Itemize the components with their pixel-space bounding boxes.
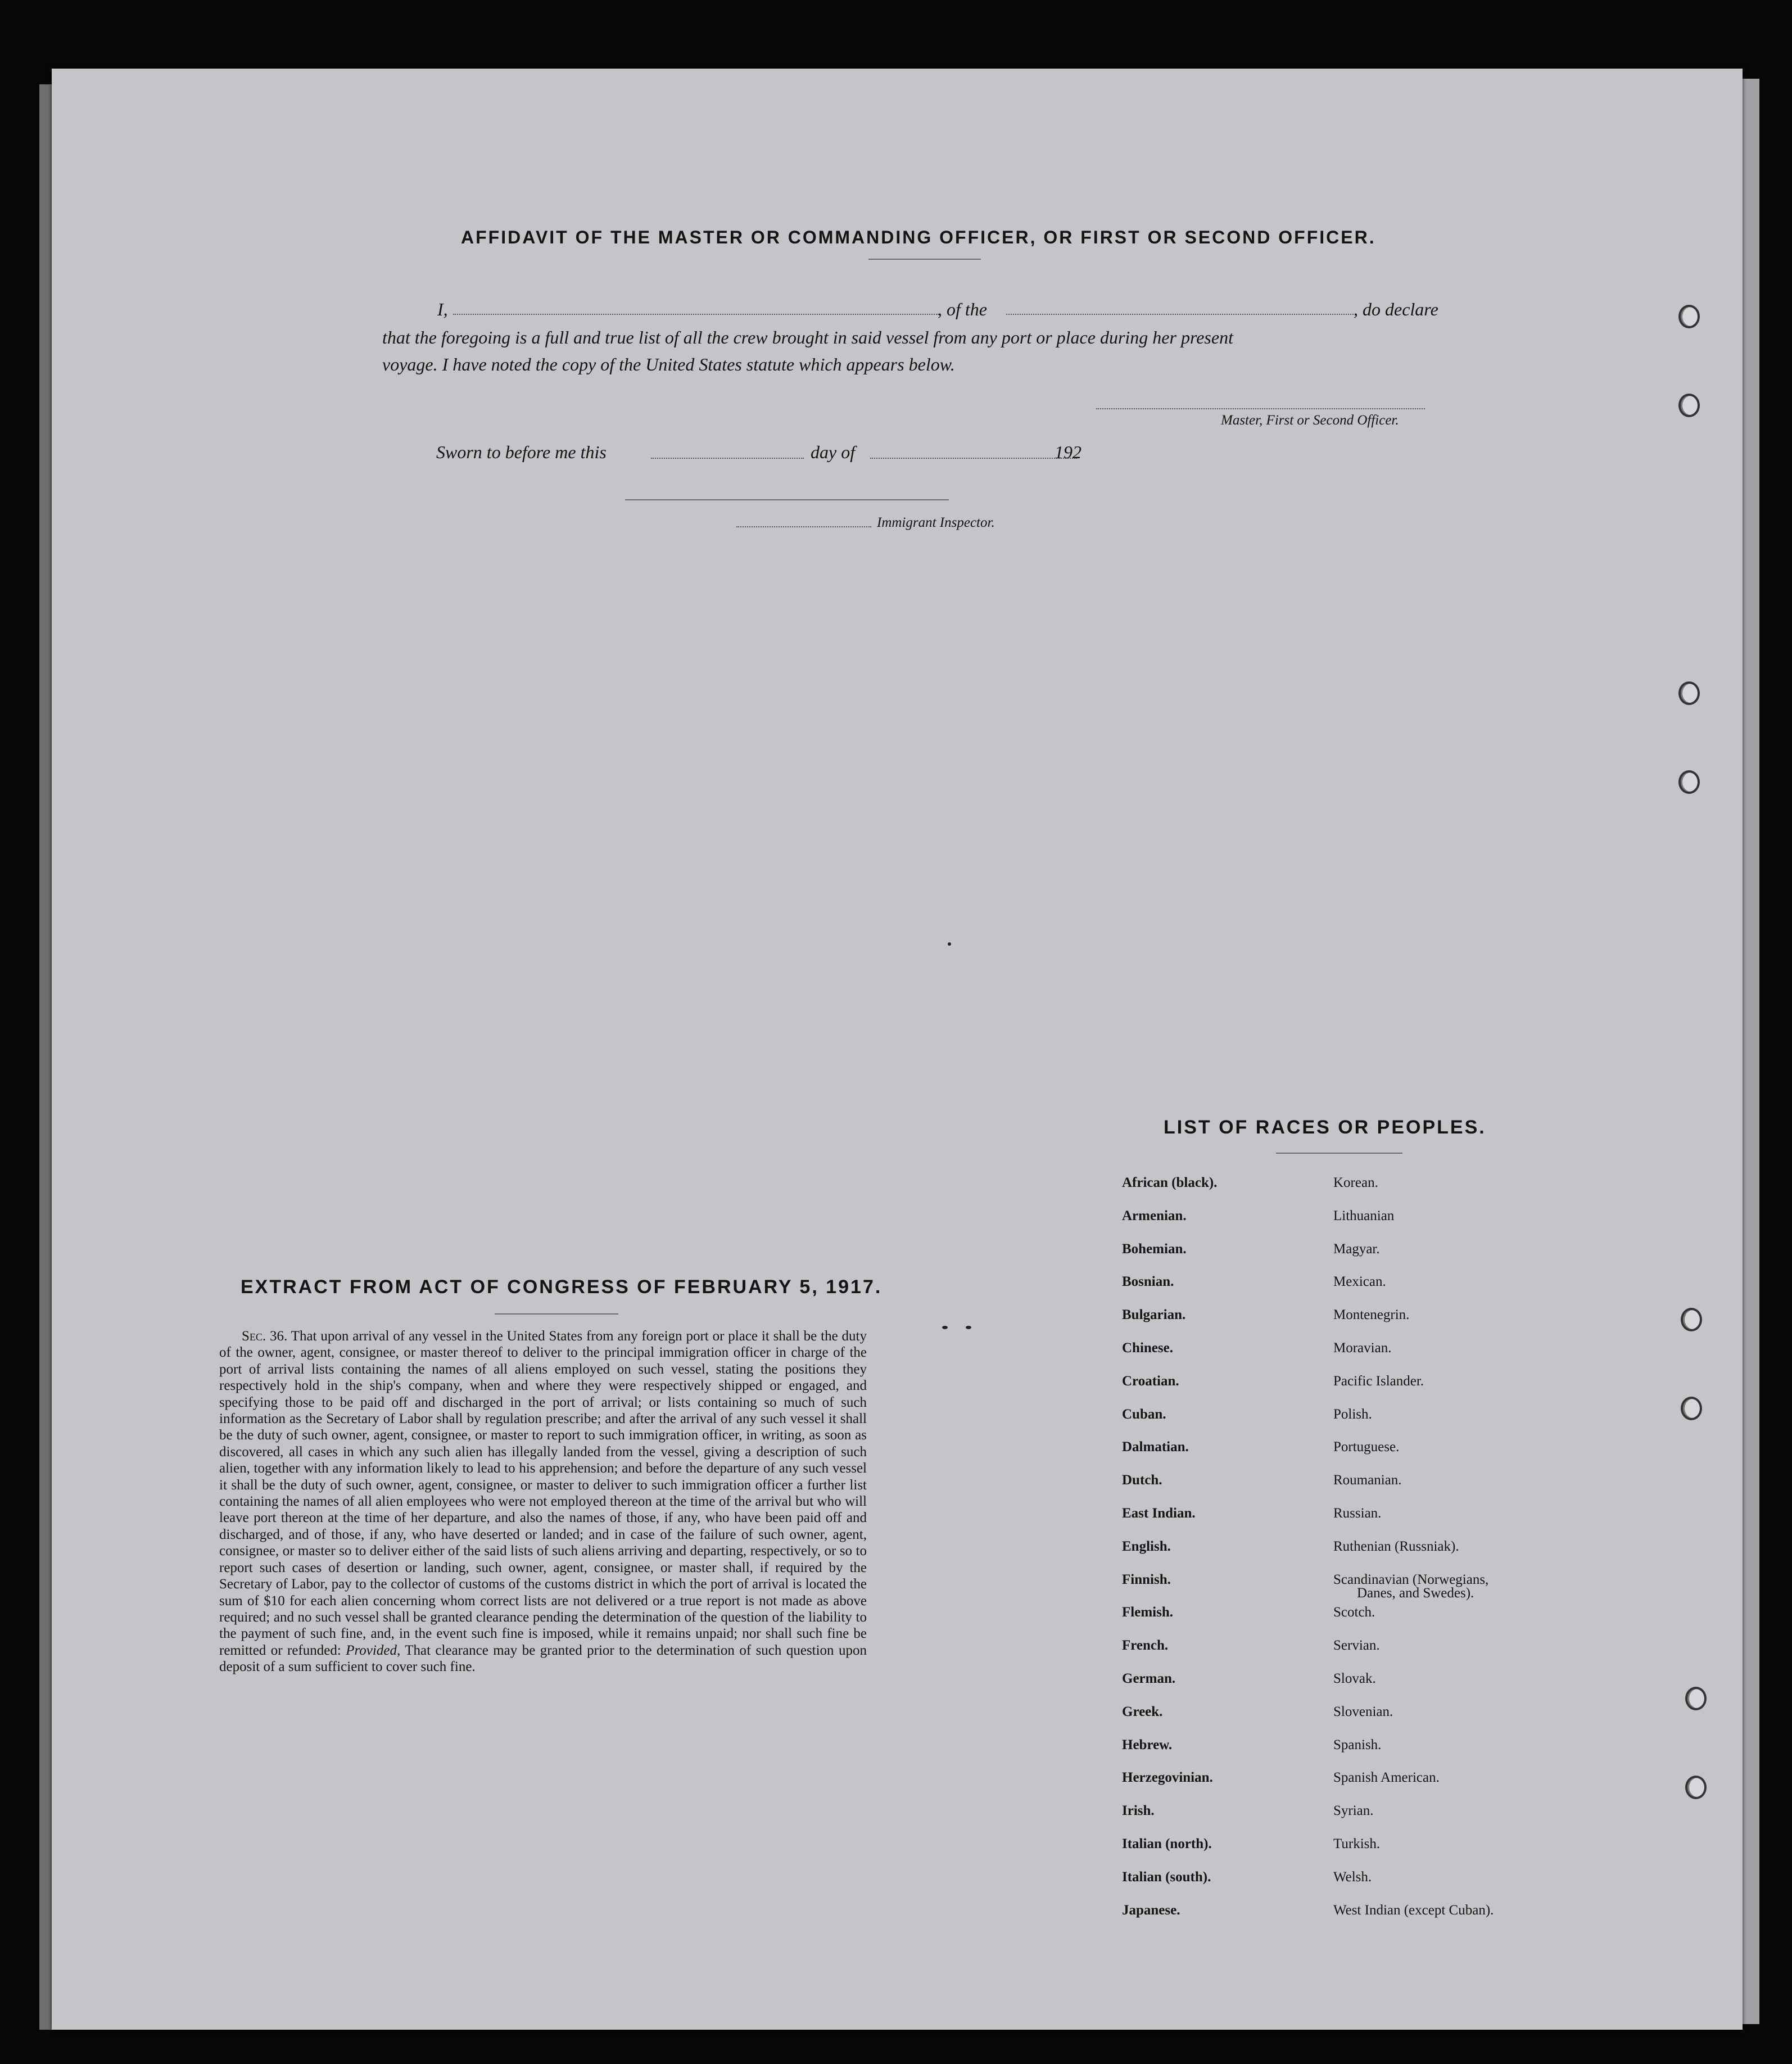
affidavit-of-the-label: , of the — [938, 299, 987, 319]
speck-mark — [942, 1326, 948, 1329]
race-item: Spanish. — [1333, 1737, 1382, 1753]
race-item: Roumanian. — [1333, 1473, 1402, 1488]
speck-mark — [948, 942, 951, 946]
race-item: German. — [1122, 1671, 1176, 1686]
race-item: Magyar. — [1333, 1241, 1380, 1257]
race-item: Flemish. — [1122, 1605, 1173, 1620]
race-item: Bosnian. — [1122, 1274, 1174, 1290]
races-title: LIST OF RACES OR PEOPLES. — [1164, 1117, 1486, 1138]
race-item: Cuban. — [1122, 1406, 1166, 1422]
section-label: Sec. 36. — [242, 1329, 288, 1344]
race-item: Spanish American. — [1333, 1770, 1440, 1786]
sworn-label: Sworn to before me this — [436, 442, 607, 462]
race-item: Syrian. — [1333, 1803, 1374, 1819]
section-text-part2: That clearance may be granted prior to the determination of such question upon deposit of a sum sufficient to cover such fine. — [219, 1642, 867, 1675]
race-item: Portuguese. — [1333, 1439, 1400, 1455]
race-item: Mexican. — [1333, 1274, 1386, 1290]
race-item: Korean. — [1333, 1175, 1378, 1190]
affidavit-i-label: I, — [437, 299, 448, 319]
race-item: Greek. — [1122, 1704, 1163, 1719]
race-item: Chinese. — [1122, 1340, 1173, 1356]
race-item: Dalmatian. — [1122, 1439, 1189, 1455]
race-item: Servian. — [1333, 1638, 1380, 1654]
race-item: English. — [1122, 1538, 1171, 1554]
race-item: Armenian. — [1122, 1208, 1187, 1223]
race-item: West Indian (except Cuban). — [1333, 1902, 1494, 1918]
race-item: Italian (south). — [1122, 1869, 1211, 1885]
inspector-signature-blank[interactable] — [736, 526, 871, 527]
binder-hole-icon — [1681, 1308, 1702, 1331]
race-item: Slovak. — [1333, 1671, 1376, 1686]
race-item: Croatian. — [1122, 1373, 1179, 1389]
sworn-day-blank[interactable] — [651, 458, 804, 459]
binder-hole-icon — [1685, 1776, 1707, 1799]
inspector-caption: Immigrant Inspector. — [877, 515, 995, 530]
race-item: French. — [1122, 1638, 1169, 1654]
binder-hole-icon — [1681, 1397, 1702, 1420]
extract-body — [219, 1328, 867, 1675]
race-item: Scandinavian (Norwegians, — [1333, 1571, 1489, 1587]
race-item: African (black). — [1122, 1175, 1218, 1190]
master-caption: Master, First or Second Officer. — [1221, 413, 1399, 428]
race-item: Irish. — [1122, 1803, 1155, 1819]
sworn-month-blank[interactable] — [870, 458, 1077, 459]
race-item: Bulgarian. — [1122, 1307, 1186, 1323]
race-item: East Indian. — [1122, 1506, 1196, 1521]
speck-mark — [966, 1326, 971, 1329]
race-item: Bohemian. — [1122, 1241, 1187, 1257]
provided-word: Provided, — [346, 1642, 401, 1658]
binder-hole-icon — [1685, 1687, 1707, 1710]
extract-title: EXTRACT FROM ACT OF CONGRESS OF FEBRUARY 5, 1917. — [241, 1276, 883, 1298]
race-item: Welsh. — [1333, 1869, 1372, 1885]
master-signature-blank[interactable] — [1096, 408, 1425, 409]
name-blank[interactable] — [453, 314, 939, 315]
binder-hole-icon — [1678, 305, 1700, 328]
race-item: Japanese. — [1122, 1902, 1180, 1918]
race-item: Russian. — [1333, 1506, 1382, 1521]
race-item: Scotch. — [1333, 1605, 1375, 1620]
race-item: Slovenian. — [1333, 1704, 1393, 1719]
binder-hole-icon — [1678, 770, 1700, 794]
race-item: Polish. — [1333, 1406, 1372, 1422]
race-item: Turkish. — [1333, 1836, 1381, 1851]
extract-title-rule — [495, 1313, 618, 1315]
race-item: Montenegrin. — [1333, 1307, 1410, 1323]
race-item: Hebrew. — [1122, 1737, 1173, 1753]
affidavit-title: AFFIDAVIT OF THE MASTER OR COMMANDING OFFICER, OR FIRST OR SECOND OFFICER. — [461, 227, 1376, 247]
title-rule — [868, 259, 981, 260]
section-text-part1: That upon arrival of any vessel in the United States from any foreign port or place it shall be the duty of the owner, agent, consignee, or master thereof to deliver to the principal immigration officer in charge of the port of arrival lists containing the names of all aliens employed on such vessel, stating the positions they respectively hold in the ship's company, when and where they were respectively shipped or engaged, and specifying those to be paid off and discharged in the port of arrival; or lists containing so much of such information as the Secretary of Labor shall by regulation prescribe; and after the arrival of any such vessel it shall be the duty of such owner, agent, consignee, or master to report to such immigration officer, in writing, as soon as discovered, all cases in which any such alien has illegally landed from the vessel, giving a description of such alien, together with any information likely to lead to his apprehension; and before the departure of any such vessel it shall be the duty of such owner, agent, consignee, or master to deliver to such immigration officer a further list containing the names of all alien employees who were not employed thereon at the time of the arrival but who will leave port thereon at the time of her departure, and also the names of those, if any, who have been paid off and discharged, and of those, if any, who have deserted or landed; and in case of the failure of such owner, agent, consignee, or master so to deliver either of the said lists of such aliens arriving and departing, respectively, or so to report such cases of desertion or landing, such owner, agent, consignee, or master shall, if required by the Secretary of Labor, pay to the collector of customs of the customs district in which the port of arrival is located the sum of $10 for each alien concerning whom correct lists are not delivered or a true report is not made as above required; and no such vessel shall be granted clearance pending the determination of the question of the liability to the payment of such fine, and, in the event such fine is imposed, while it remains unpaid; nor shall such fine be remitted or refunded: — [219, 1329, 867, 1658]
race-item: Herzegovinian. — [1122, 1770, 1213, 1786]
races-title-rule — [1276, 1153, 1402, 1154]
race-item: Danes, and Swedes). — [1357, 1585, 1474, 1601]
race-item: Lithuanian — [1333, 1208, 1395, 1223]
binder-hole-icon — [1678, 394, 1700, 417]
race-item: Moravian. — [1333, 1340, 1392, 1356]
vessel-blank[interactable] — [1006, 314, 1356, 315]
race-item: Ruthenian (Russniak). — [1333, 1538, 1459, 1554]
affidavit-line2: that the foregoing is a full and true list of all the crew brought in said vessel from any port or place during her present — [382, 327, 1233, 347]
race-item: Pacific Islander. — [1333, 1373, 1424, 1389]
race-item: Italian (north). — [1122, 1836, 1212, 1851]
day-of-label: day of — [811, 442, 856, 462]
year-label: 192 — [1055, 442, 1081, 462]
inspector-upper-rule — [625, 499, 949, 500]
affidavit-line3: voyage. I have noted the copy of the United States statute which appears below. — [382, 354, 955, 374]
affidavit-declare-label: , do declare — [1354, 299, 1438, 319]
race-item: Dutch. — [1122, 1473, 1162, 1488]
race-item: Finnish. — [1122, 1571, 1171, 1587]
binder-hole-icon — [1678, 681, 1700, 705]
